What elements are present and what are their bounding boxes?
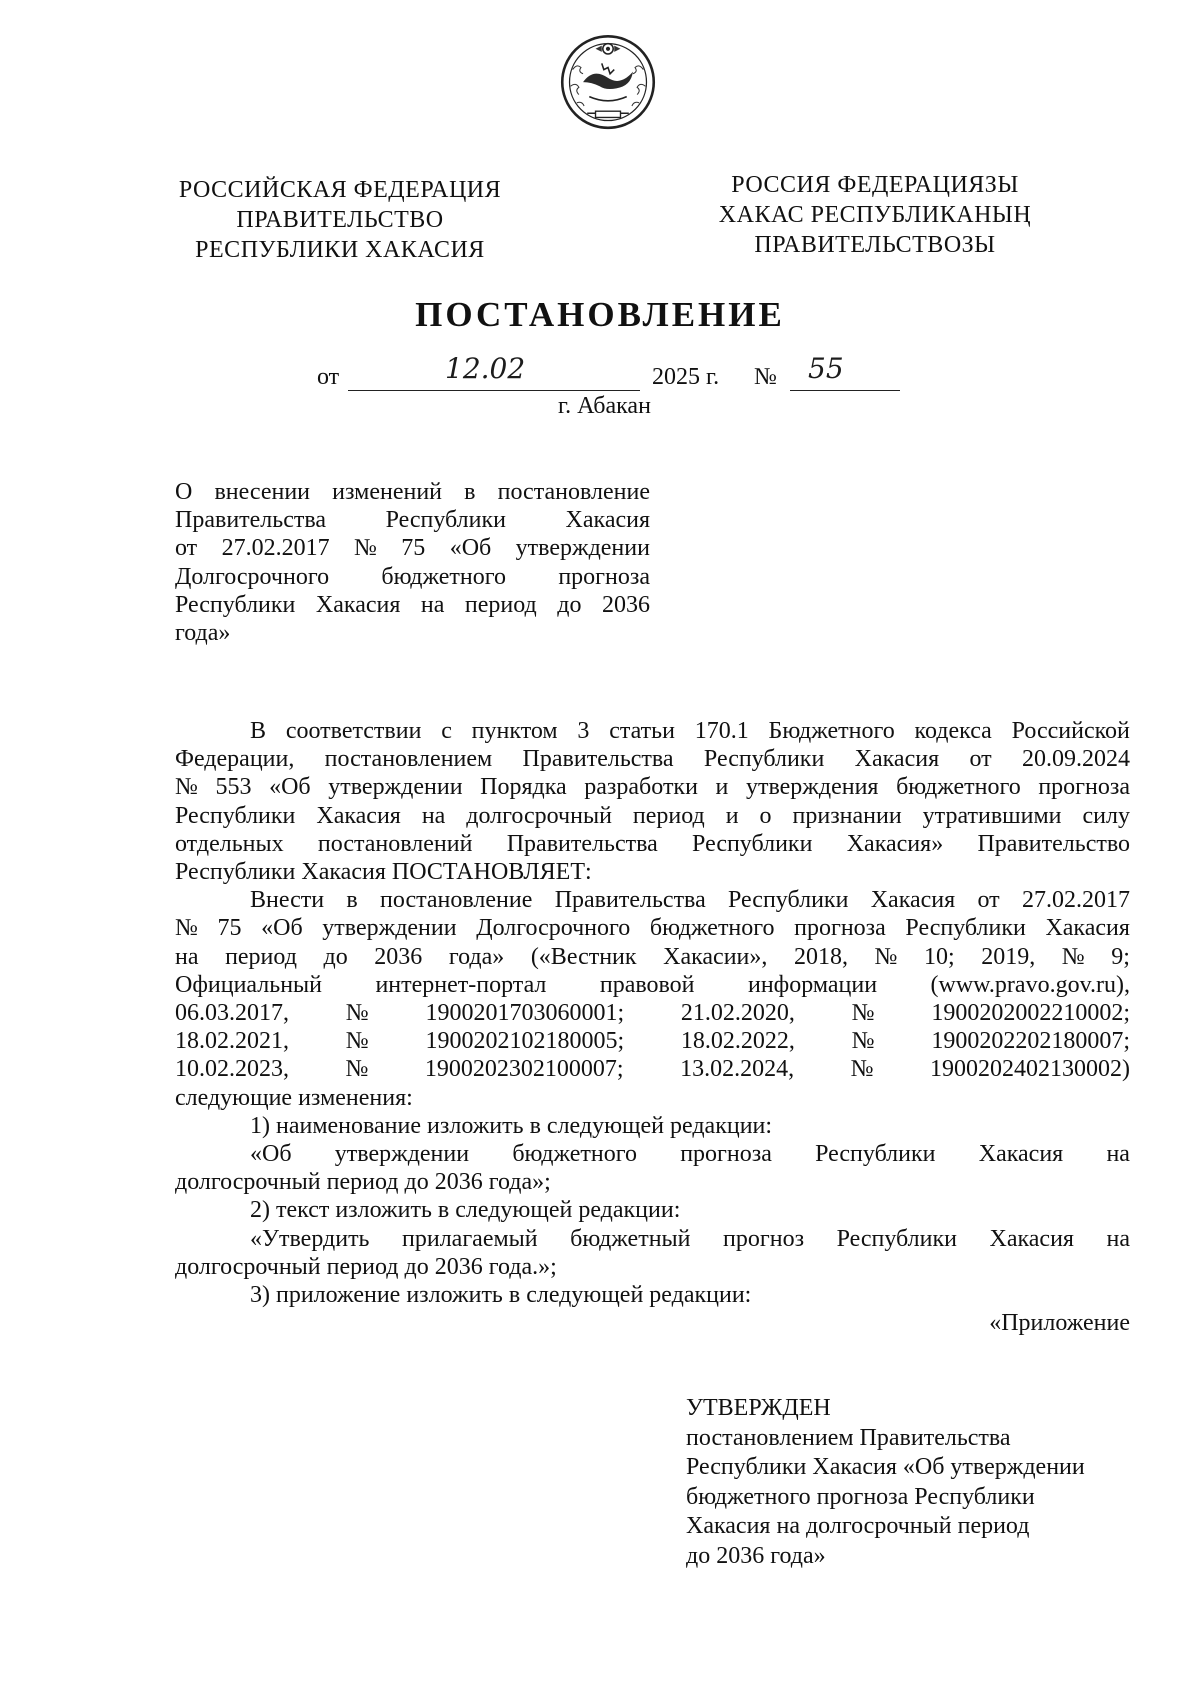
word: изменений [332,479,443,505]
word: утратившими [922,802,1062,829]
appendix-label: «Приложение [989,1310,1130,1337]
word: период [225,943,297,970]
word: 3 [577,718,590,744]
word: до [557,591,582,618]
word: Хакасия [989,1225,1074,1252]
paragraph-preamble-last: Республики Хакасия ПОСТАНОВЛЯЕТ: [175,859,592,886]
header-left-line2: ПРАВИТЕЛЬСТВО [236,207,444,233]
word: 1900202402130002) [929,1056,1130,1083]
word: Хакасия [978,1141,1064,1168]
word: № [345,1028,369,1055]
word: 1900202002210002; [931,1000,1130,1027]
preamble-line [175,717,1130,745]
word: прогноза [794,915,886,942]
word: прилагаемый [402,1225,538,1252]
word: бюджетного [649,915,775,942]
word: Республики [175,591,296,618]
word: бюджетного [896,774,1021,801]
word: долгосрочный [466,802,612,829]
header-left-line1: РОССИЙСКАЯ ФЕДЕРАЦИЯ [178,177,502,203]
word: прогноз [723,1225,805,1252]
word: до [323,943,348,970]
date-underline [348,390,640,391]
word: Федерации, [175,746,295,773]
word: Хакасия [854,746,940,773]
word: № [851,1028,875,1055]
word: постановлений [317,830,473,857]
handwritten-number: 55 [808,352,844,385]
word: бюджетный [570,1225,691,1252]
resolution-line [175,1055,1130,1083]
subject-line [175,478,650,506]
word: с [441,718,452,744]
document-type-title: ПОСТАНОВЛЕНИЕ [415,295,785,334]
approval-line: бюджетного прогноза Республики [686,1483,1035,1510]
word: от [175,535,198,562]
word: № [175,915,198,942]
word: Бюджетного [768,718,895,744]
preamble-line [175,802,1130,830]
word: 18.02.2022, [680,1028,795,1055]
word: Правительство [977,830,1130,857]
word: «Утвердить [250,1225,370,1252]
word: отдельных [175,830,284,857]
word: Республики [703,746,825,773]
item-2-quote [175,1225,1130,1253]
number-underline [790,390,900,391]
word: разработки [584,774,698,801]
resolution-line [175,971,1130,999]
word: 1900202302100007; [424,1056,624,1083]
number-sign: № [754,364,777,390]
header-right-line2: ХАКАС РЕСПУБЛИКАНЫҢ [718,202,1032,228]
preamble-line [175,773,1130,801]
word: Республики [836,1225,957,1252]
word: Внести [250,887,325,914]
date-prefix: от [317,364,340,390]
word: 06.03.2017, [175,1000,289,1027]
word: 27.02.2017 [221,535,330,562]
word: 9; [1111,943,1130,970]
word: 21.02.2020, [680,1000,795,1027]
word: на [420,591,445,618]
word: правовой [599,971,695,998]
word: утверждении [328,774,463,801]
approval-line: Республики Хакасия «Об утверждении [686,1454,1085,1480]
word: и [725,802,739,829]
document-body [175,717,1130,1337]
word: В [250,718,267,744]
word: № [345,1000,369,1027]
word: № [175,774,198,801]
resolution-line [175,999,1130,1027]
word: в [346,887,358,914]
subject-line [175,563,650,591]
word: пунктом [471,718,558,744]
word: о [759,802,772,829]
resolution-line [175,914,1130,942]
word: постановление [497,479,650,505]
word: информации [747,971,878,998]
handwritten-date: 12.02 [445,352,526,385]
word: на [1106,1141,1130,1168]
approval-line: УТВЕРЖДЕН [686,1395,831,1421]
word: статьи [609,718,675,744]
item-2: 2) текст изложить в следующей редакции: [250,1197,681,1224]
word: прогноза [1038,774,1130,801]
word: период [632,802,705,829]
paragraph-resolution-last: следующие изменения: [175,1084,413,1111]
word: на [421,802,446,829]
word: Республики [385,507,506,534]
word: № [353,535,377,562]
word: 2018, [793,943,848,970]
word: Хакасия [565,507,650,534]
word: кодекса [914,718,992,744]
resolution-line [175,886,1130,914]
word: № [345,1056,369,1083]
quote-line [175,1140,1130,1168]
subject-last-line: года» [175,620,231,647]
word: 13.02.2024, [680,1056,795,1083]
word: прогноза [680,1141,772,1168]
word: Республики [692,830,813,857]
word: 2036 [374,943,423,970]
word: от [977,887,1000,914]
word: № [1061,943,1085,970]
word: Долгосрочного [175,563,330,590]
quote-line [175,1225,1130,1253]
word: 10.02.2023, [175,1056,289,1083]
word: Хакасия» [846,830,944,857]
approval-line: постановлением Правительства [686,1424,1011,1451]
word: 1900201703060001; [425,1000,625,1027]
word: 1900202102180005; [425,1028,625,1055]
subject-line [175,534,650,562]
word: утверждении [322,915,457,942]
header-left [170,175,510,265]
emblem-icon [556,28,660,132]
word: Хакасия [1045,915,1130,942]
preamble-line [175,830,1130,858]
approval-line: до 2036 года» [686,1542,826,1569]
word: утверждении [515,535,650,562]
word: 75 [401,535,426,562]
word: года» [448,943,505,970]
subject-line [175,506,650,534]
subject-line [175,591,650,619]
word: признании [792,802,902,829]
word: «Об [449,535,492,562]
word: Хакасия [315,591,401,618]
word: 2036 [601,591,650,618]
preamble-line [175,745,1130,773]
resolution-line [175,943,1130,971]
item-1: 1) наименование изложить в следующей редакции: [250,1112,773,1139]
word: 18.02.2021, [175,1028,289,1055]
word: Порядка [480,774,567,801]
document-subject [175,478,650,647]
word: Республики [175,802,296,829]
city: г. Абакан [558,393,651,419]
word: (www.pravo.gov.ru), [930,971,1130,998]
word: Республики [728,887,849,914]
word: Хакасия [316,802,401,829]
word: Хакасия [870,887,956,914]
word: № [851,1000,875,1027]
item-1-quote-last: долгосрочный период до 2036 года»; [175,1169,551,1196]
word: и [715,774,729,801]
word: Официальный [175,971,323,998]
word: на [1106,1225,1130,1252]
word: Правительства [175,507,327,534]
word: бюджетного [512,1141,637,1168]
word: период [464,591,537,618]
word: 75 [217,915,242,942]
word: («Вестник [530,943,637,970]
word: «Об [261,915,303,942]
word: Правительства [522,746,674,773]
word: постановлением [324,746,493,773]
word: Долгосрочного [476,915,631,942]
word: силу [1082,802,1130,829]
word: бюджетного [381,563,507,590]
word: на [175,943,199,970]
word: Российской [1011,718,1130,744]
header-right-line3: ПРАВИТЕЛЬСТВОЗЫ [754,232,996,258]
resolution-line [175,1027,1130,1055]
word: № [850,1056,874,1083]
word: интернет-портал [375,971,547,998]
word: соответствии [285,718,422,744]
word: О [175,479,193,505]
word: прогноза [558,563,650,590]
word: 27.02.2017 [1021,887,1130,914]
approval-block [686,1394,1085,1571]
word: 2019, [981,943,1036,970]
word: постановление [380,887,533,914]
word: Хакасии», [663,943,768,970]
word: утверждении [334,1141,470,1168]
header-right-line1: РОССИЯ ФЕДЕРАЦИЯЗЫ [731,172,1019,198]
word: Правительства [554,887,706,914]
word: 170.1 [694,718,749,744]
approval-line: Хакасия на долгосрочный период [686,1513,1030,1539]
word: 20.09.2024 [1021,746,1130,773]
header-right [700,170,1050,260]
word: Республики [815,1141,936,1168]
word: внесении [214,479,311,505]
word: утверждения [745,774,879,801]
word: № [874,943,898,970]
paragraph-resolution [175,886,1130,1083]
word: в [464,479,476,505]
word: 10; [924,943,955,970]
word: «Об [250,1141,292,1168]
word: от [969,746,992,773]
date-year: 2025 г. [652,364,720,390]
item-3: 3) приложение изложить в следующей редакции: [250,1282,752,1309]
word: Правительства [506,830,658,857]
word: 553 [215,774,252,801]
header-left-line3: РЕСПУБЛИКИ ХАКАСИЯ [195,237,485,263]
word: «Об [269,774,311,801]
item-1-quote [175,1140,1130,1168]
word: 1900202202180007; [931,1028,1130,1055]
paragraph-preamble [175,717,1130,858]
item-2-quote-last: долгосрочный период до 2036 года.»; [175,1253,557,1280]
word: Республики [905,915,1026,942]
